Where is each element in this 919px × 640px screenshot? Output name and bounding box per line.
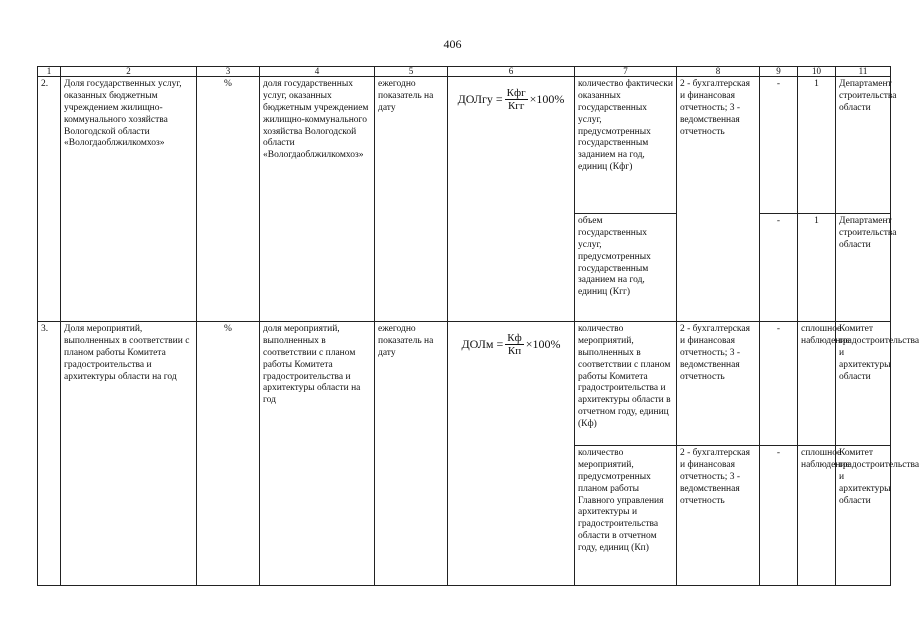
header-cell: 10: [798, 67, 836, 77]
indicator-name: Доля государственных услуг, оказанных бюджетным учреждением жилищно-коммунального хозяйства Вологодской области «Вологдаоблжилкомхоз»: [61, 77, 197, 322]
header-cell: 9: [760, 67, 798, 77]
col10-cell: 1: [798, 214, 836, 322]
header-cell: 3: [197, 67, 260, 77]
formula: [451, 87, 571, 112]
formula-cell: [448, 77, 575, 322]
indicator-name: Доля мероприятий, выполненных в соответствии с планом работы Комитета градостроительства и архитектуры области на год: [61, 322, 197, 586]
header-cell: 5: [375, 67, 448, 77]
header-cell: 8: [677, 67, 760, 77]
data-source: 2 - бухгалтерская и финансовая отчетность; 3 - ведомственная отчетность: [677, 446, 760, 586]
variable-description: объем государственных услуг, предусмотренных государственным заданием на год, единиц (Кгг): [575, 214, 677, 322]
responsible-cell: Комитет градостроительства и архитектуры области: [836, 446, 891, 586]
formula: [451, 332, 571, 357]
data-source: 2 - бухгалтерская и финансовая отчетность; 3 - ведомственная отчетность: [677, 322, 760, 446]
formula-denominator: Кгг: [507, 100, 525, 113]
responsible-cell: Департамент строительства области: [836, 77, 891, 214]
periodicity-cell: ежегодно показатель на дату: [375, 322, 448, 586]
col10-cell: 1: [798, 77, 836, 214]
periodicity-cell: ежегодно показатель на дату: [375, 77, 448, 322]
header-cell: 7: [575, 67, 677, 77]
header-cell: 11: [836, 67, 891, 77]
col9-cell: -: [760, 446, 798, 586]
formula-lhs: ДОЛм =: [461, 337, 504, 352]
indicator-definition: доля государственных услуг, оказанных бюджетным учреждением жилищно-коммунального хозяйства Вологодской области «Вологдаоблжилкомхоз»: [260, 77, 375, 322]
data-source: 2 - бухгалтерская и финансовая отчетность; 3 - ведомственная отчетность: [677, 77, 760, 322]
formula-numerator: Кфг: [506, 87, 526, 99]
header-cell: 6: [448, 67, 575, 77]
header-cell: 4: [260, 67, 375, 77]
formula-denominator: Кп: [507, 345, 522, 358]
variable-description: количество фактически оказанных государственных услуг, предусмотренных государственным заданием на год, единиц (Кфг): [575, 77, 677, 214]
formula-numerator: Кф: [507, 332, 522, 344]
table-row: [38, 322, 891, 446]
unit-cell: %: [197, 77, 260, 322]
formula-rhs: ×100%: [529, 92, 565, 107]
variable-description: количество мероприятий, предусмотренных планом работы Главного управления архитектуры и градостроительства области в отчетном году, единиц (Кп): [575, 446, 677, 586]
row-number: 3.: [38, 322, 61, 586]
page-number: 406: [443, 37, 462, 51]
formula-cell: [448, 322, 575, 586]
variable-description: количество мероприятий, выполненных в соответствии с планом работы Комитета градостроительства и архитектуры области в отчетном году, единиц (Кф): [575, 322, 677, 446]
header-row: [38, 67, 891, 77]
header-cell: 2: [61, 67, 197, 77]
formula-fraction: [505, 332, 523, 357]
col9-cell: -: [760, 77, 798, 214]
formula-lhs: ДОЛгу =: [457, 92, 503, 107]
formula-rhs: ×100%: [525, 337, 561, 352]
responsible-cell: Департамент строительства области: [836, 214, 891, 322]
header-cell: 1: [38, 67, 61, 77]
col9-cell: -: [760, 322, 798, 446]
col9-cell: -: [760, 214, 798, 322]
col10-cell: сплошное наблюдение: [798, 446, 836, 586]
indicator-definition: доля мероприятий, выполненных в соответствии с планом работы Комитета градостроительства и архитектуры области на год: [260, 322, 375, 586]
responsible-cell: Комитет градостроительства и архитектуры области: [836, 322, 891, 446]
row-number: 2.: [38, 77, 61, 322]
unit-cell: %: [197, 322, 260, 586]
formula-fraction: [505, 87, 528, 112]
indicators-table: [37, 66, 919, 586]
col10-cell: сплошное наблюдение: [798, 322, 836, 446]
table-row: [38, 77, 891, 214]
